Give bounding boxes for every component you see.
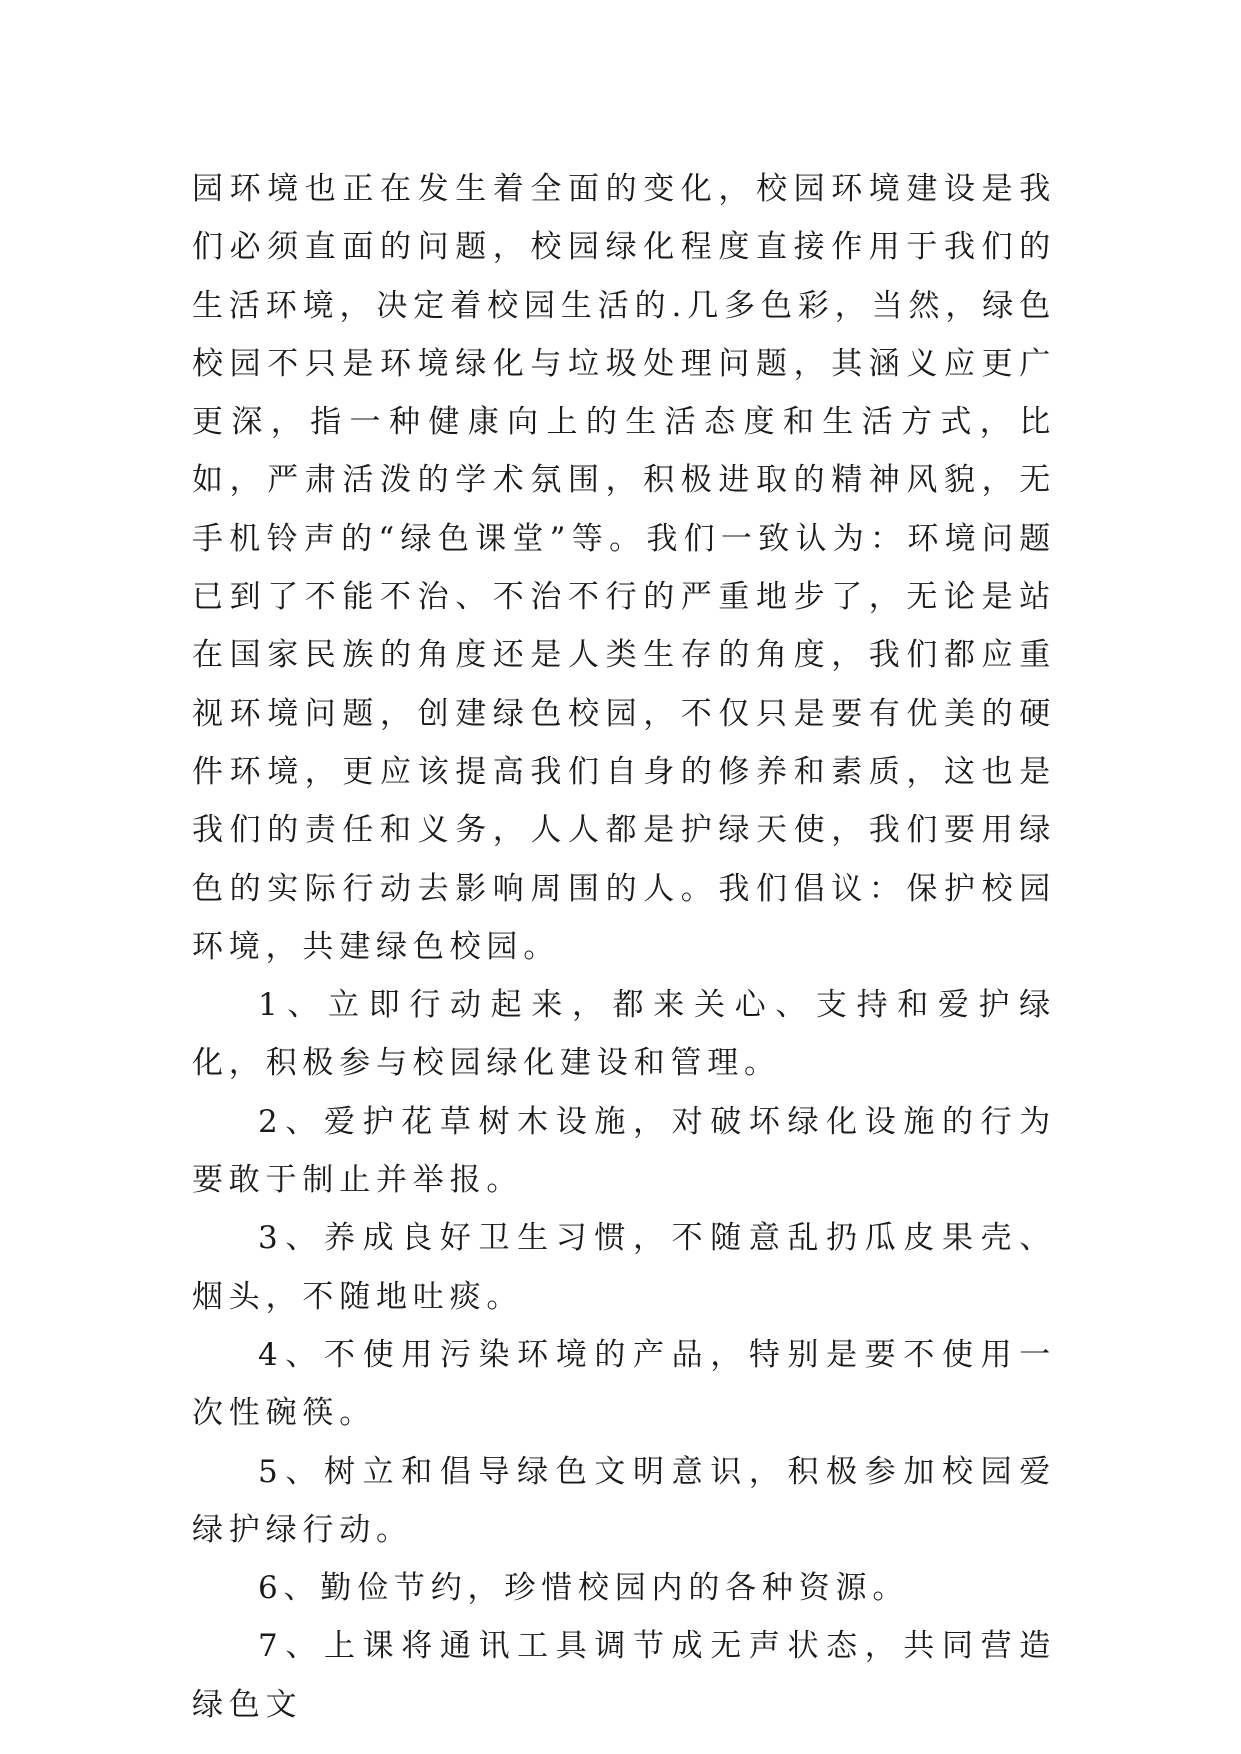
- item-5: 5、树立和倡导绿色文明意识，积极参加校园爱绿护绿行动。: [192, 1453, 1056, 1548]
- item-7: 7、上课将通讯工具调节成无声状态，共同营造绿色文: [192, 1628, 1056, 1723]
- item-2: 2、爱护花草树木设施，对破坏绿化设施的行为要敢于制止并举报。: [192, 1103, 1056, 1199]
- intro-paragraph: 园环境也正在发生着全面的变化，校园环境建设是我们必须直面的问题，校园绿化程度直接作用于我们的生活环境，决定着校园生活的.几多色彩，当然，绿色校园不只是环境绿化与垃圾处理问题，其涵义应更广更深，指一种健康向上的生活态度和生活方式，比如，严肃活泼的学术氛围，积极进取的精神风貌，无手机铃声的“绿色课堂”等。我们一致认为：环境问题已到了不能不治、不治不行的严重地步了，无论是站在国家民族的角度还是人类生存的角度，我们都应重视环境问题，创建绿色校园，不仅只是要有优美的硬件环境，更应该提高我们自身的修养和素质，这也是我们的责任和义务，人人都是护绿天使，我们要用绿色的实际行动去影响周围的人。我们倡议：保护校园环境，共建绿色校园。: [192, 171, 1056, 965]
- item-1: 1、立即行动起来，都来关心、支持和爱护绿化，积极参与校园绿化建设和管理。: [192, 987, 1056, 1082]
- document-page: [192, 160, 1056, 1734]
- item-3: 3、养成良好卫生习惯，不随意乱扔瓜皮果壳、烟头，不随地吐痰。: [192, 1220, 1056, 1315]
- item-6: 6、勤俭节约，珍惜校园内的各种资源。: [258, 1570, 910, 1607]
- item-4: 4、不使用污染环境的产品，特别是要不使用一次性碗筷。: [192, 1336, 1056, 1432]
